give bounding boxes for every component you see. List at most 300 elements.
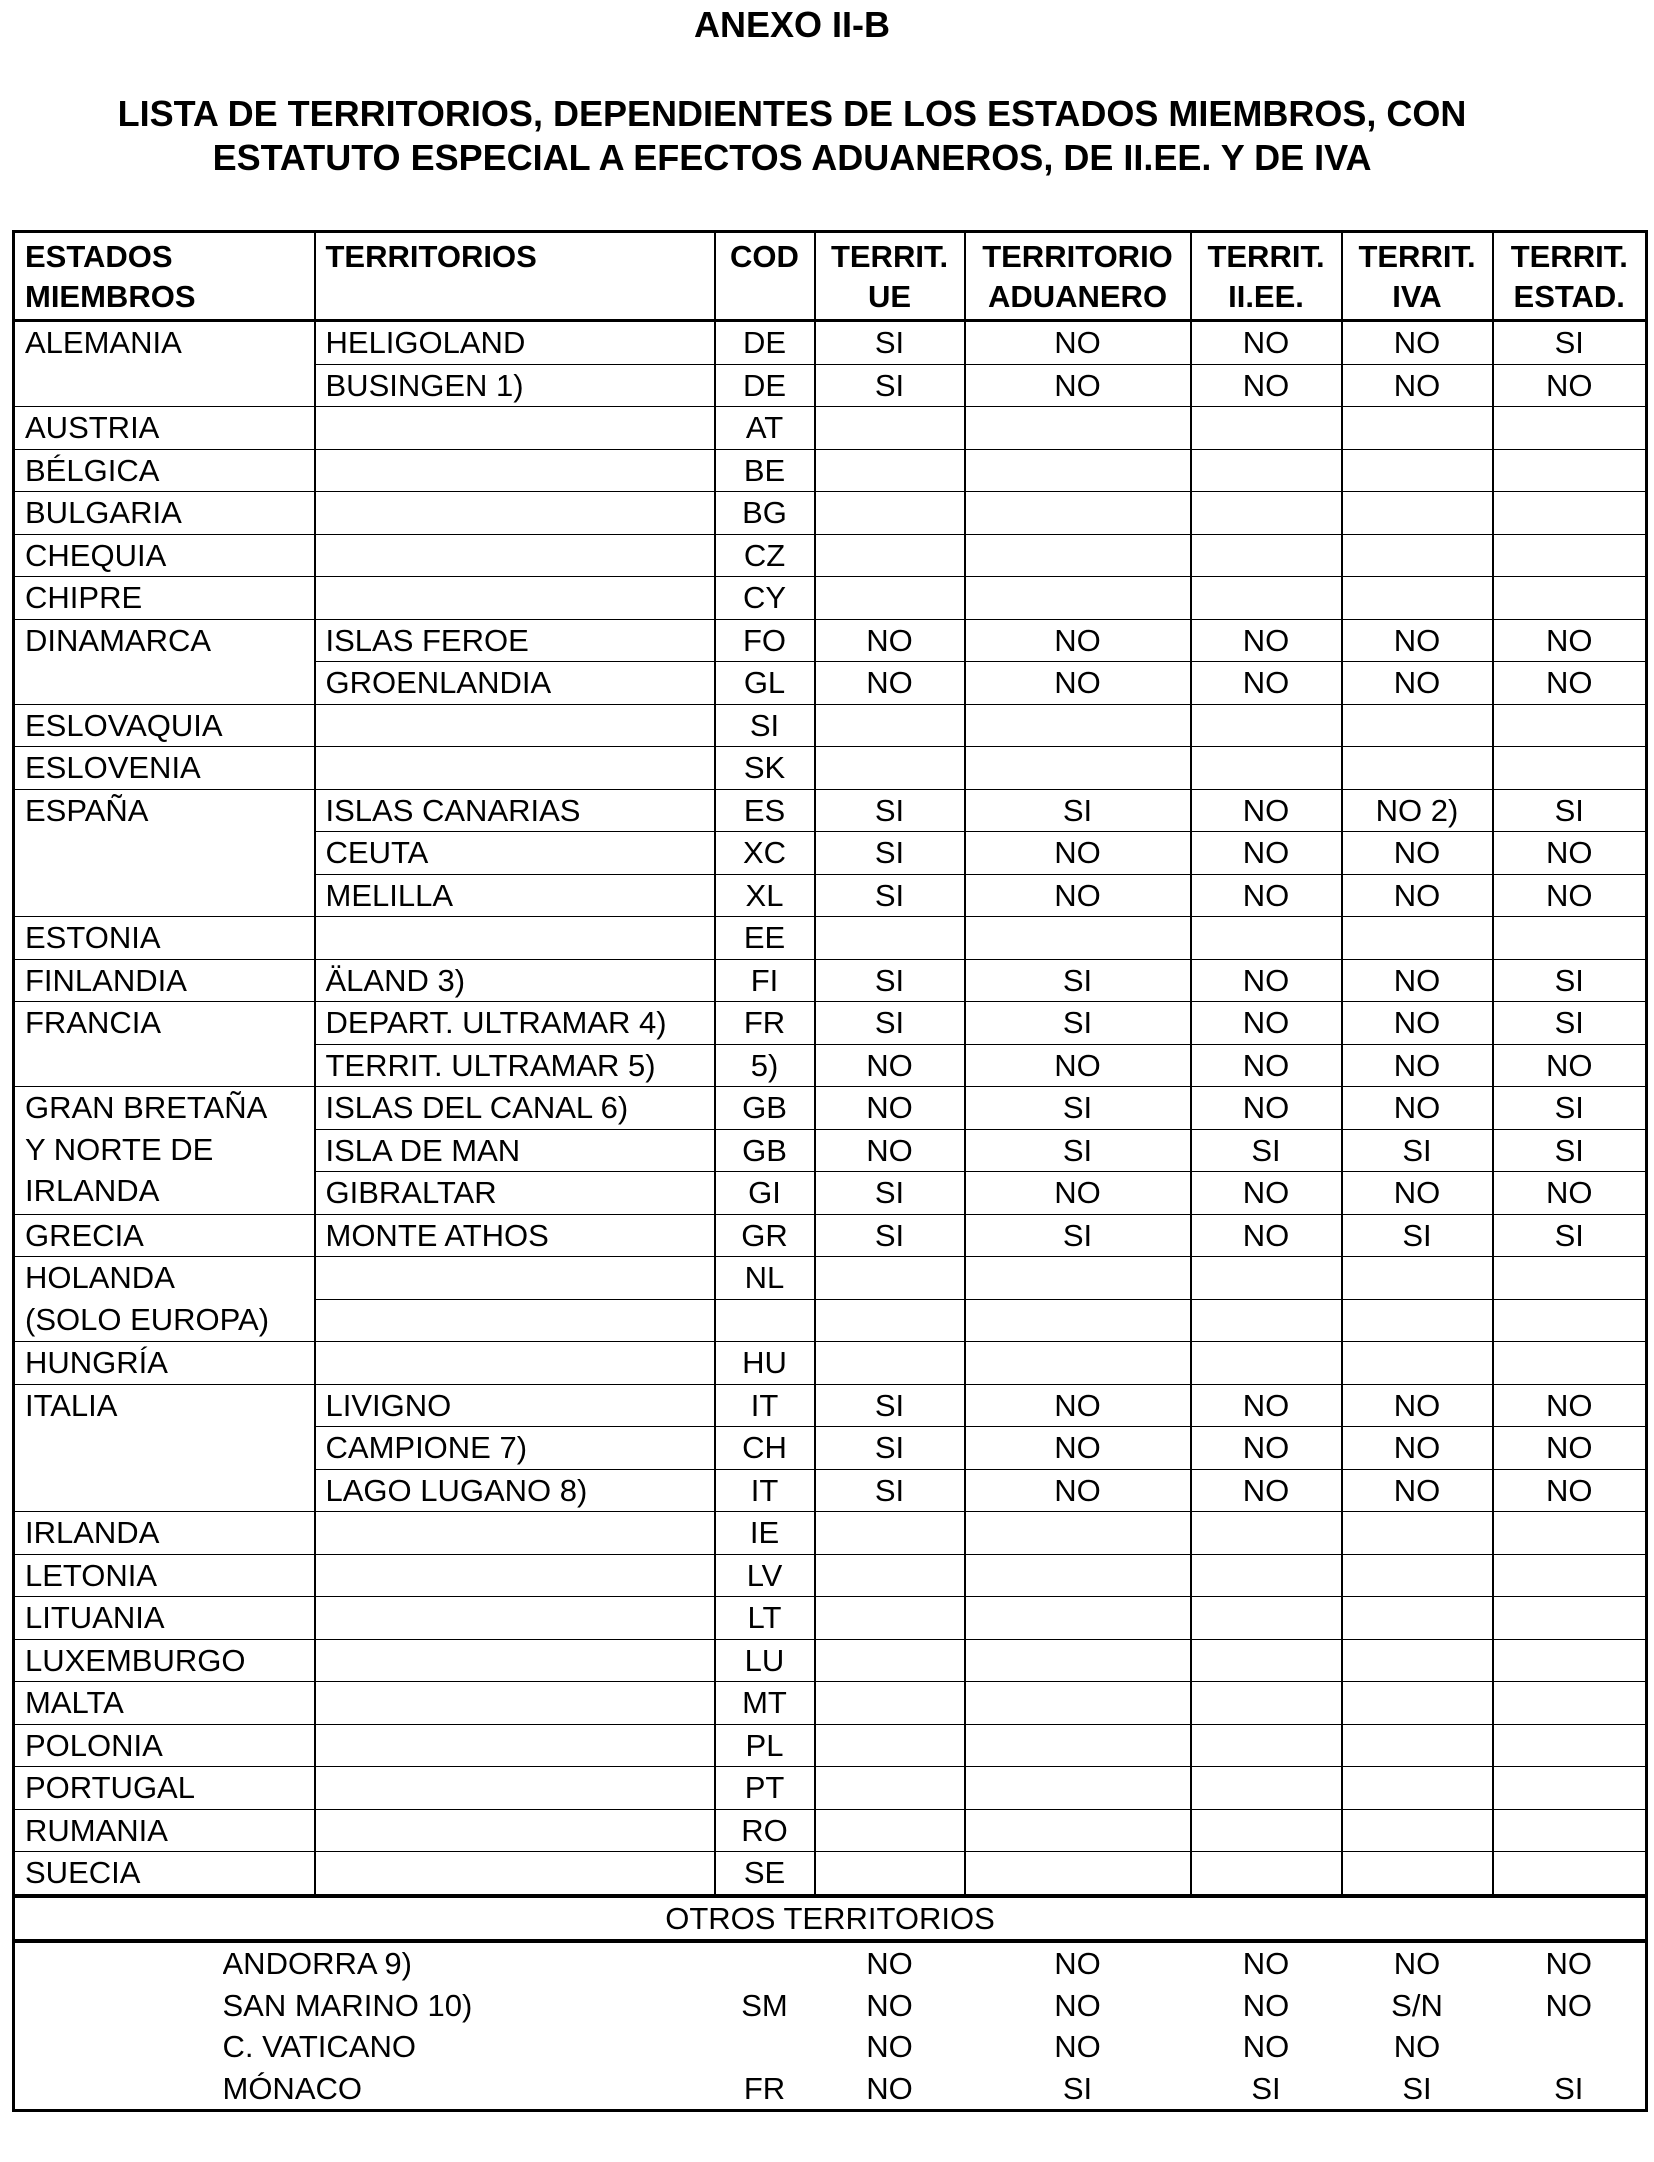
iiee-cell: [1191, 534, 1342, 577]
otros-adu-cell: SI: [1062, 2070, 1093, 2106]
otros-row: [14, 2068, 1647, 2111]
iiee-cell: [1191, 1767, 1342, 1810]
iva-cell: [1342, 1809, 1493, 1852]
estado-miembro-cell: [14, 619, 315, 704]
table-row: [14, 1384, 1647, 1427]
ue-cell: SI: [815, 364, 965, 407]
header-territ-iiee: TERRIT. II.EE.: [1191, 232, 1342, 321]
ue-cell: SI: [815, 1427, 965, 1470]
iiee-cell: NO: [1191, 1002, 1342, 1045]
adu-cell: [965, 704, 1191, 747]
territorio-cell: [315, 1512, 715, 1555]
iiee-cell: NO: [1191, 1087, 1342, 1130]
otros-iiee-cell: NO: [1242, 2029, 1290, 2064]
table-row: [14, 1597, 1647, 1640]
territorio-cell: ISLAS DEL CANAL 6): [315, 1087, 715, 1130]
iva-cell: [1342, 449, 1493, 492]
iiee-cell: NO: [1191, 1172, 1342, 1215]
iiee-cell: NO: [1191, 789, 1342, 832]
table-row: [14, 917, 1647, 960]
iiee-cell: NO: [1191, 1427, 1342, 1470]
estado-miembro-name: ITALIA: [25, 1387, 118, 1423]
otros-estad-cell: NO: [1545, 1946, 1592, 1981]
table-row: [14, 704, 1647, 747]
otros-section: [14, 1896, 1647, 1942]
otros-ue-cell: NO: [866, 1946, 913, 1981]
estad-cell: NO: [1493, 619, 1647, 662]
territorio-cell: [315, 747, 715, 790]
estad-cell: NO: [1493, 1384, 1647, 1427]
iiee-cell: [1191, 1257, 1342, 1300]
cod-cell: PT: [715, 1767, 815, 1810]
estad-cell: SI: [1493, 1087, 1647, 1130]
estado-miembro-cell: [14, 1384, 315, 1512]
estad-cell: NO: [1493, 1172, 1647, 1215]
territorio-cell: CAMPIONE 7): [315, 1427, 715, 1470]
iiee-cell: NO: [1191, 832, 1342, 875]
iiee-cell: [1191, 1342, 1342, 1385]
adu-cell: [965, 407, 1191, 450]
adu-cell: [965, 1767, 1191, 1810]
otros-label-row: [14, 1896, 1647, 1942]
estado-miembro-cell: [14, 534, 315, 577]
cod-cell: DE: [715, 321, 815, 365]
estado-miembro-cell: [14, 1767, 315, 1810]
adu-cell: NO: [965, 1172, 1191, 1215]
ue-cell: NO: [815, 662, 965, 705]
iiee-cell: NO: [1191, 1469, 1342, 1512]
subtitle-line-2: ESTATUTO ESPECIAL A EFECTOS ADUANEROS, DE II.EE. Y DE IVA: [212, 137, 1372, 178]
estado-miembro-cell: [14, 1852, 315, 1896]
territorio-cell: [315, 1299, 715, 1342]
cod-cell: IT: [715, 1469, 815, 1512]
otros-row: [14, 1941, 1647, 1985]
cod-cell: SI: [715, 704, 815, 747]
estado-miembro-cell: [14, 1597, 315, 1640]
territorio-cell: [315, 1682, 715, 1725]
territorio-cell: DEPART. ULTRAMAR 4): [315, 1002, 715, 1045]
adu-cell: [965, 917, 1191, 960]
iiee-cell: [1191, 1554, 1342, 1597]
ue-cell: [815, 1639, 965, 1682]
estado-miembro-cell: [14, 1809, 315, 1852]
estado-miembro-cell: [14, 1002, 315, 1087]
adu-cell: SI: [965, 1129, 1191, 1172]
cod-cell: SE: [715, 1852, 815, 1896]
cod-cell: EE: [715, 917, 815, 960]
estado-miembro-cell: [14, 1342, 315, 1385]
estado-miembro-name: ESLOVAQUIA: [25, 707, 223, 743]
table-row: [14, 1724, 1647, 1767]
estad-cell: [1493, 1342, 1647, 1385]
ue-cell: [815, 577, 965, 620]
iva-cell: NO: [1342, 1002, 1493, 1045]
iva-cell: [1342, 407, 1493, 450]
cod-cell: 5): [715, 1044, 815, 1087]
ue-cell: NO: [815, 619, 965, 662]
table-row: [14, 1554, 1647, 1597]
estado-miembro-cell: [14, 1257, 315, 1342]
estad-cell: [1493, 1257, 1647, 1300]
ue-cell: SI: [815, 1384, 965, 1427]
estado-miembro-name: ESPAÑA: [25, 792, 149, 828]
table-row: [14, 1002, 1647, 1045]
estado-miembro-name: GRAN BRETAÑA: [25, 1090, 268, 1125]
iiee-cell: NO: [1191, 874, 1342, 917]
estado-miembro-name: FINLANDIA: [25, 962, 187, 998]
adu-cell: [965, 1512, 1191, 1555]
adu-cell: NO: [965, 832, 1191, 875]
estado-miembro-name: ESTONIA: [25, 920, 161, 955]
iiee-cell: NO: [1191, 364, 1342, 407]
header-cod: COD: [715, 232, 815, 321]
otros-cod-cell: [715, 2026, 815, 2068]
cod-cell: GL: [715, 662, 815, 705]
territorio-cell: [315, 534, 715, 577]
estad-cell: NO: [1493, 832, 1647, 875]
cod-cell: FR: [715, 1002, 815, 1045]
iiee-cell: [1191, 1809, 1342, 1852]
estad-cell: [1493, 449, 1647, 492]
adu-cell: [965, 1299, 1191, 1342]
table-row: [14, 577, 1647, 620]
table-row: [14, 1852, 1647, 1896]
iiee-cell: [1191, 449, 1342, 492]
iiee-cell: [1191, 492, 1342, 535]
ue-cell: NO: [815, 1129, 965, 1172]
estad-cell: SI: [1493, 789, 1647, 832]
otros-territorio-cell: ANDORRA 9): [222, 1946, 412, 1981]
estado-miembro-name: Y NORTE DE: [25, 1131, 214, 1167]
cod-cell: PL: [715, 1724, 815, 1767]
estad-cell: [1493, 747, 1647, 790]
iva-cell: [1342, 1639, 1493, 1682]
estado-miembro-name: IRLANDA: [25, 1173, 160, 1208]
ue-cell: SI: [815, 789, 965, 832]
estado-miembro-name: RUMANIA: [25, 1812, 168, 1848]
estad-cell: SI: [1493, 321, 1647, 365]
table-row: [14, 959, 1647, 1002]
adu-cell: [965, 534, 1191, 577]
estad-cell: [1493, 917, 1647, 960]
estad-cell: SI: [1493, 959, 1647, 1002]
estado-miembro-name: LUXEMBURGO: [25, 1642, 246, 1678]
iiee-cell: NO: [1191, 321, 1342, 365]
estad-cell: NO: [1493, 364, 1647, 407]
otros-row: [14, 1985, 1647, 2027]
adu-cell: [965, 449, 1191, 492]
cod-cell: BE: [715, 449, 815, 492]
territorio-cell: LIVIGNO: [315, 1384, 715, 1427]
estado-miembro-cell: [14, 321, 315, 407]
ue-cell: SI: [815, 1214, 965, 1257]
table-row: [14, 1809, 1647, 1852]
table-row: [14, 619, 1647, 662]
adu-cell: NO: [965, 1044, 1191, 1087]
otros-ue-cell: NO: [866, 2070, 913, 2106]
iiee-cell: [1191, 1512, 1342, 1555]
ue-cell: [815, 1852, 965, 1896]
otros-estad-cell: [1493, 2026, 1647, 2068]
header-estados-miembros: ESTADOS MIEMBROS: [14, 232, 315, 321]
ue-cell: [815, 917, 965, 960]
estado-miembro-cell: [14, 789, 315, 917]
estado-miembro-name: MALTA: [25, 1685, 124, 1720]
estad-cell: NO: [1493, 662, 1647, 705]
estado-miembro-cell: [14, 577, 315, 620]
estado-miembro-cell: [14, 1639, 315, 1682]
cod-cell: BG: [715, 492, 815, 535]
estado-miembro-cell: [14, 1724, 315, 1767]
estado-miembro-name: POLONIA: [25, 1727, 163, 1763]
estado-miembro-cell: [14, 1554, 315, 1597]
otros-cod-cell: FR: [743, 2070, 786, 2106]
otros-iva-cell: NO: [1393, 2029, 1441, 2064]
otros-estad-cell: NO: [1545, 1987, 1592, 2023]
iva-cell: [1342, 1852, 1493, 1896]
adu-cell: [965, 1554, 1191, 1597]
territories-table: [12, 230, 1648, 2112]
estad-cell: [1493, 492, 1647, 535]
cod-cell: AT: [715, 407, 815, 450]
adu-cell: NO: [965, 321, 1191, 365]
otros-territorio-cell: SAN MARINO 10): [222, 1987, 473, 2023]
cod-cell: GI: [715, 1172, 815, 1215]
ue-cell: [815, 1809, 965, 1852]
annex-title: ANEXO II-B: [693, 4, 890, 45]
iiee-cell: NO: [1191, 619, 1342, 662]
estad-cell: [1493, 1724, 1647, 1767]
iiee-cell: [1191, 747, 1342, 790]
estado-miembro-cell: [14, 449, 315, 492]
otros-territorio-cell: MÓNACO: [222, 2070, 362, 2106]
cod-cell: XC: [715, 832, 815, 875]
otros-iva-cell: S/N: [1391, 1987, 1443, 2023]
territorio-cell: ISLA DE MAN: [315, 1129, 715, 1172]
ue-cell: [815, 1257, 965, 1300]
estado-miembro-name: CHIPRE: [25, 580, 143, 615]
cod-cell: GR: [715, 1214, 815, 1257]
header-territ-iva: TERRIT. IVA: [1342, 232, 1493, 321]
ue-cell: [815, 492, 965, 535]
territorio-cell: GROENLANDIA: [315, 662, 715, 705]
estado-miembro-name: FRANCIA: [25, 1005, 162, 1040]
territorio-cell: MELILLA: [315, 874, 715, 917]
adu-cell: NO: [965, 1427, 1191, 1470]
adu-cell: [965, 1809, 1191, 1852]
adu-cell: NO: [965, 364, 1191, 407]
iva-cell: NO: [1342, 1427, 1493, 1470]
adu-cell: SI: [965, 1002, 1191, 1045]
ue-cell: SI: [815, 832, 965, 875]
estad-cell: NO: [1493, 874, 1647, 917]
estado-miembro-cell: [14, 1214, 315, 1257]
iva-cell: [1342, 1767, 1493, 1810]
adu-cell: NO: [965, 1384, 1191, 1427]
iva-cell: NO: [1342, 1384, 1493, 1427]
territorio-cell: [315, 492, 715, 535]
ue-cell: [815, 1597, 965, 1640]
iva-cell: NO: [1342, 1469, 1493, 1512]
territorio-cell: ÄLAND 3): [315, 959, 715, 1002]
territorio-cell: [315, 577, 715, 620]
estad-cell: SI: [1493, 1214, 1647, 1257]
cod-cell: XL: [715, 874, 815, 917]
ue-cell: SI: [815, 1002, 965, 1045]
estado-miembro-name: LITUANIA: [25, 1600, 165, 1635]
iva-cell: NO: [1342, 1172, 1493, 1215]
estad-cell: [1493, 577, 1647, 620]
estado-miembro-cell: [14, 1087, 315, 1215]
header-territ-ue: TERRIT. UE: [815, 232, 965, 321]
territorio-cell: [315, 1852, 715, 1896]
otros-adu-cell: NO: [1054, 2029, 1101, 2064]
iiee-cell: NO: [1191, 1384, 1342, 1427]
iiee-cell: NO: [1191, 959, 1342, 1002]
iiee-cell: NO: [1191, 1214, 1342, 1257]
iva-cell: NO: [1342, 321, 1493, 365]
territorio-cell: [315, 1809, 715, 1852]
iiee-cell: [1191, 1682, 1342, 1725]
territorio-cell: HELIGOLAND: [315, 321, 715, 365]
otros-iiee-cell: NO: [1242, 1987, 1290, 2023]
cod-cell: LT: [715, 1597, 815, 1640]
adu-cell: [965, 1724, 1191, 1767]
cod-cell: LU: [715, 1639, 815, 1682]
table-header-row: [14, 232, 1647, 321]
otros-ue-cell: NO: [866, 2029, 913, 2064]
otros-iva-cell: NO: [1393, 1946, 1441, 1981]
iiee-cell: NO: [1191, 662, 1342, 705]
adu-cell: [965, 747, 1191, 790]
iiee-cell: [1191, 917, 1342, 960]
estado-miembro-name: HOLANDA: [25, 1260, 175, 1295]
adu-cell: [965, 1852, 1191, 1896]
ue-cell: [815, 747, 965, 790]
adu-cell: NO: [965, 619, 1191, 662]
table-row: [14, 1512, 1647, 1555]
estad-cell: NO: [1493, 1469, 1647, 1512]
table-row: [14, 1257, 1647, 1300]
otros-adu-cell: NO: [1054, 1946, 1101, 1981]
adu-cell: [965, 1257, 1191, 1300]
subtitle-line-1: LISTA DE TERRITORIOS, DEPENDIENTES DE LOS ESTADOS MIEMBROS, CON: [117, 93, 1467, 134]
cod-cell: IT: [715, 1384, 815, 1427]
cod-cell: IE: [715, 1512, 815, 1555]
table-row: [14, 1214, 1647, 1257]
iva-cell: [1342, 747, 1493, 790]
table-row: [14, 534, 1647, 577]
territorio-cell: [315, 407, 715, 450]
estad-cell: [1493, 704, 1647, 747]
iva-cell: NO: [1342, 662, 1493, 705]
cod-cell: [715, 1299, 815, 1342]
table-row: [14, 1682, 1647, 1725]
iva-cell: NO: [1342, 364, 1493, 407]
otros-territorio-cell: C. VATICANO: [222, 2029, 416, 2064]
ue-cell: [815, 1554, 965, 1597]
iva-cell: NO: [1342, 1044, 1493, 1087]
estad-cell: [1493, 1299, 1647, 1342]
table-row: [14, 1767, 1647, 1810]
iva-cell: NO 2): [1342, 789, 1493, 832]
cod-cell: CZ: [715, 534, 815, 577]
ue-cell: [815, 1512, 965, 1555]
ue-cell: [815, 704, 965, 747]
adu-cell: NO: [965, 1469, 1191, 1512]
ue-cell: SI: [815, 874, 965, 917]
estado-miembro-name: DINAMARCA: [25, 622, 212, 658]
ue-cell: [815, 1299, 965, 1342]
estad-cell: [1493, 1597, 1647, 1640]
iiee-cell: [1191, 1639, 1342, 1682]
estad-cell: [1493, 534, 1647, 577]
table-row: [14, 789, 1647, 832]
cod-cell: MT: [715, 1682, 815, 1725]
iva-cell: [1342, 1512, 1493, 1555]
iva-cell: [1342, 1724, 1493, 1767]
estad-cell: NO: [1493, 1427, 1647, 1470]
iva-cell: NO: [1342, 832, 1493, 875]
iva-cell: SI: [1342, 1214, 1493, 1257]
iva-cell: [1342, 1554, 1493, 1597]
estado-miembro-cell: [14, 747, 315, 790]
cod-cell: LV: [715, 1554, 815, 1597]
ue-cell: NO: [815, 1087, 965, 1130]
territorio-cell: CEUTA: [315, 832, 715, 875]
otros-ue-cell: NO: [866, 1987, 913, 2023]
estado-miembro-name: ALEMANIA: [25, 325, 182, 360]
ue-cell: SI: [815, 1469, 965, 1512]
otros-estad-cell: SI: [1554, 2070, 1584, 2106]
iva-cell: SI: [1342, 1129, 1493, 1172]
estado-miembro-cell: [14, 959, 315, 1002]
territorio-cell: LAGO LUGANO 8): [315, 1469, 715, 1512]
adu-cell: [965, 1639, 1191, 1682]
iva-cell: [1342, 1299, 1493, 1342]
adu-cell: SI: [965, 1087, 1191, 1130]
estado-miembro-cell: [14, 1512, 315, 1555]
estad-cell: SI: [1493, 1002, 1647, 1045]
iva-cell: NO: [1342, 619, 1493, 662]
otros-territorios-label: OTROS TERRITORIOS: [14, 1896, 1647, 1942]
territorio-cell: BUSINGEN 1): [315, 364, 715, 407]
iva-cell: [1342, 704, 1493, 747]
territorio-cell: [315, 449, 715, 492]
table-row: [14, 1342, 1647, 1385]
iiee-cell: [1191, 1724, 1342, 1767]
estado-miembro-name: LETONIA: [25, 1557, 158, 1593]
territorio-cell: [315, 1767, 715, 1810]
adu-cell: SI: [965, 959, 1191, 1002]
estado-miembro-name: BULGARIA: [25, 495, 182, 530]
cod-cell: NL: [715, 1257, 815, 1300]
estado-miembro-name: PORTUGAL: [25, 1770, 195, 1805]
estad-cell: [1493, 1767, 1647, 1810]
estad-cell: [1493, 1639, 1647, 1682]
cod-cell: GB: [715, 1087, 815, 1130]
estado-miembro-name: AUSTRIA: [25, 410, 160, 445]
ue-cell: [815, 1724, 965, 1767]
territorio-cell: [315, 917, 715, 960]
ue-cell: [815, 1682, 965, 1725]
adu-cell: [965, 577, 1191, 620]
estado-miembro-cell: [14, 407, 315, 450]
territorio-cell: [315, 704, 715, 747]
adu-cell: NO: [965, 874, 1191, 917]
iva-cell: [1342, 492, 1493, 535]
territorio-cell: [315, 1257, 715, 1300]
